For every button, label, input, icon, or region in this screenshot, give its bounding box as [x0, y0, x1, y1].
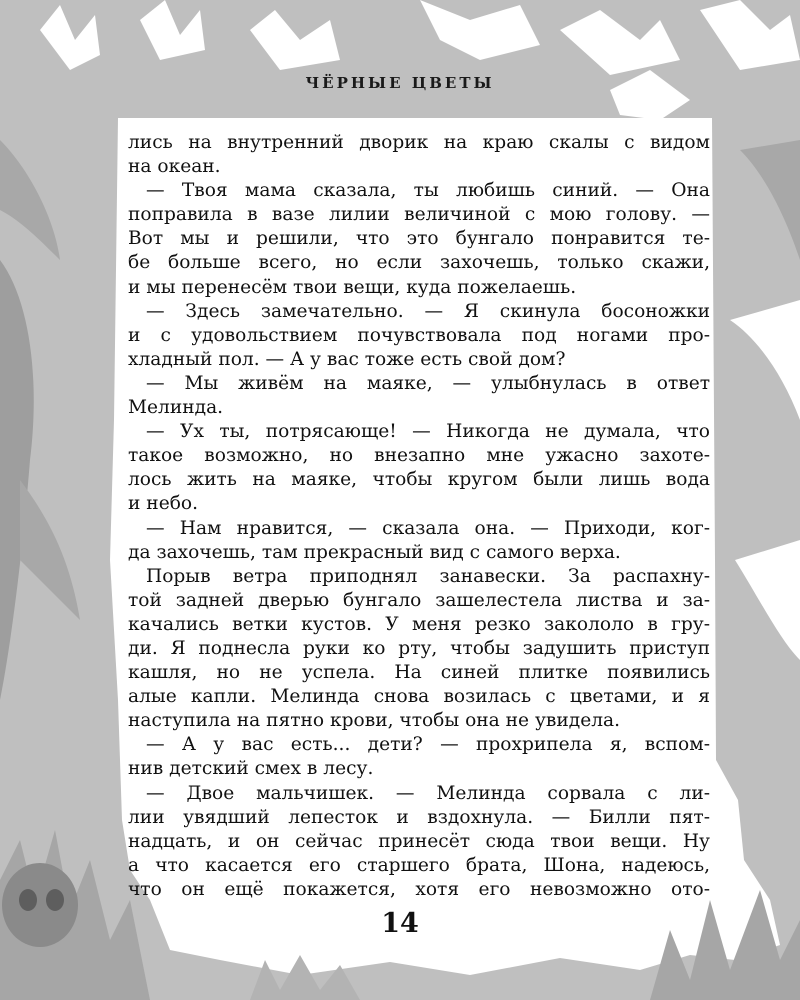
text-line: да захочешь, там прекрасный вид с самого верха. [128, 541, 621, 563]
text-line: нив детский смех в лесу. [128, 758, 374, 780]
text-line: — А у вас есть... дети? — прохрипела я, вспом- [146, 734, 710, 756]
text-line: и мы перенесём твои вещи, куда пожелаешь. [128, 276, 577, 298]
text-line: — Двое мальчишек. — Мелинда сорвала с ли- [146, 782, 710, 804]
text-line: качались ветки кустов. У меня резко закололо в гру- [128, 613, 710, 635]
text-line: Вот мы и решили, что это бунгало понравится те- [128, 228, 710, 250]
text-line: — Здесь замечательно. — Я скинула босоножки [146, 300, 710, 322]
text-line: лось жить на маяке, чтобы кругом были лишь вода [128, 469, 710, 491]
text-line: лии увядший лепесток и вздохнула. — Билли пят- [128, 806, 710, 828]
text-line: — Ух ты, потрясающе! — Никогда не думала, что [146, 421, 710, 443]
text-line: и с удовольствием почувствовала под ногами про- [128, 324, 710, 346]
text-line: на океан. [128, 156, 221, 178]
text-line: хладный пол. — А у вас тоже есть свой дом? [128, 348, 566, 370]
text-line: кашля, но не успела. На синей плитке появились [128, 662, 710, 684]
body-text [128, 131, 710, 902]
text-line: наступила на пятно крови, чтобы она не увидела. [128, 710, 621, 732]
text-line: такое возможно, но внезапно мне ужасно захоте- [128, 445, 710, 467]
running-head-title: ЧЁРНЫЕ ЦВЕТЫ [305, 74, 495, 92]
text-line: той задней дверью бунгало зашелестела листва и за- [128, 589, 710, 611]
text-line: лись на внутренний дворик на краю скалы с видом [128, 132, 710, 153]
text-line: что он ещё покажется, хотя его невозможно ото- [128, 878, 710, 900]
text-line: — Мы живём на маяке, — улыбнулась в ответ [146, 372, 710, 394]
text-line: — Твоя мама сказала, ты любишь синий. — Она [146, 180, 710, 202]
text-line: бе больше всего, но если захочешь, только скажи, [128, 252, 710, 274]
text-line: поправила в вазе лилии величиной с мою голову. — [128, 204, 710, 226]
text-line: Порыв ветра приподнял занавески. За распахну- [146, 565, 710, 587]
page-number: 14 [381, 908, 419, 939]
text-line: Мелинда. [128, 397, 224, 419]
text-line: и небо. [128, 493, 198, 515]
text-line: надцать, и он сейчас принесёт сюда твои вещи. Ну [128, 830, 710, 852]
text-line: алые капли. Мелинда снова возилась с цветами, и я [128, 686, 710, 708]
text-line: ди. Я поднесла руки ко рту, чтобы задушить приступ [128, 637, 710, 659]
text-line: — Нам нравится, — сказала она. — Приходи, ког- [146, 517, 710, 539]
text-line: а что касается его старшего брата, Шона, надеюсь, [128, 854, 710, 876]
